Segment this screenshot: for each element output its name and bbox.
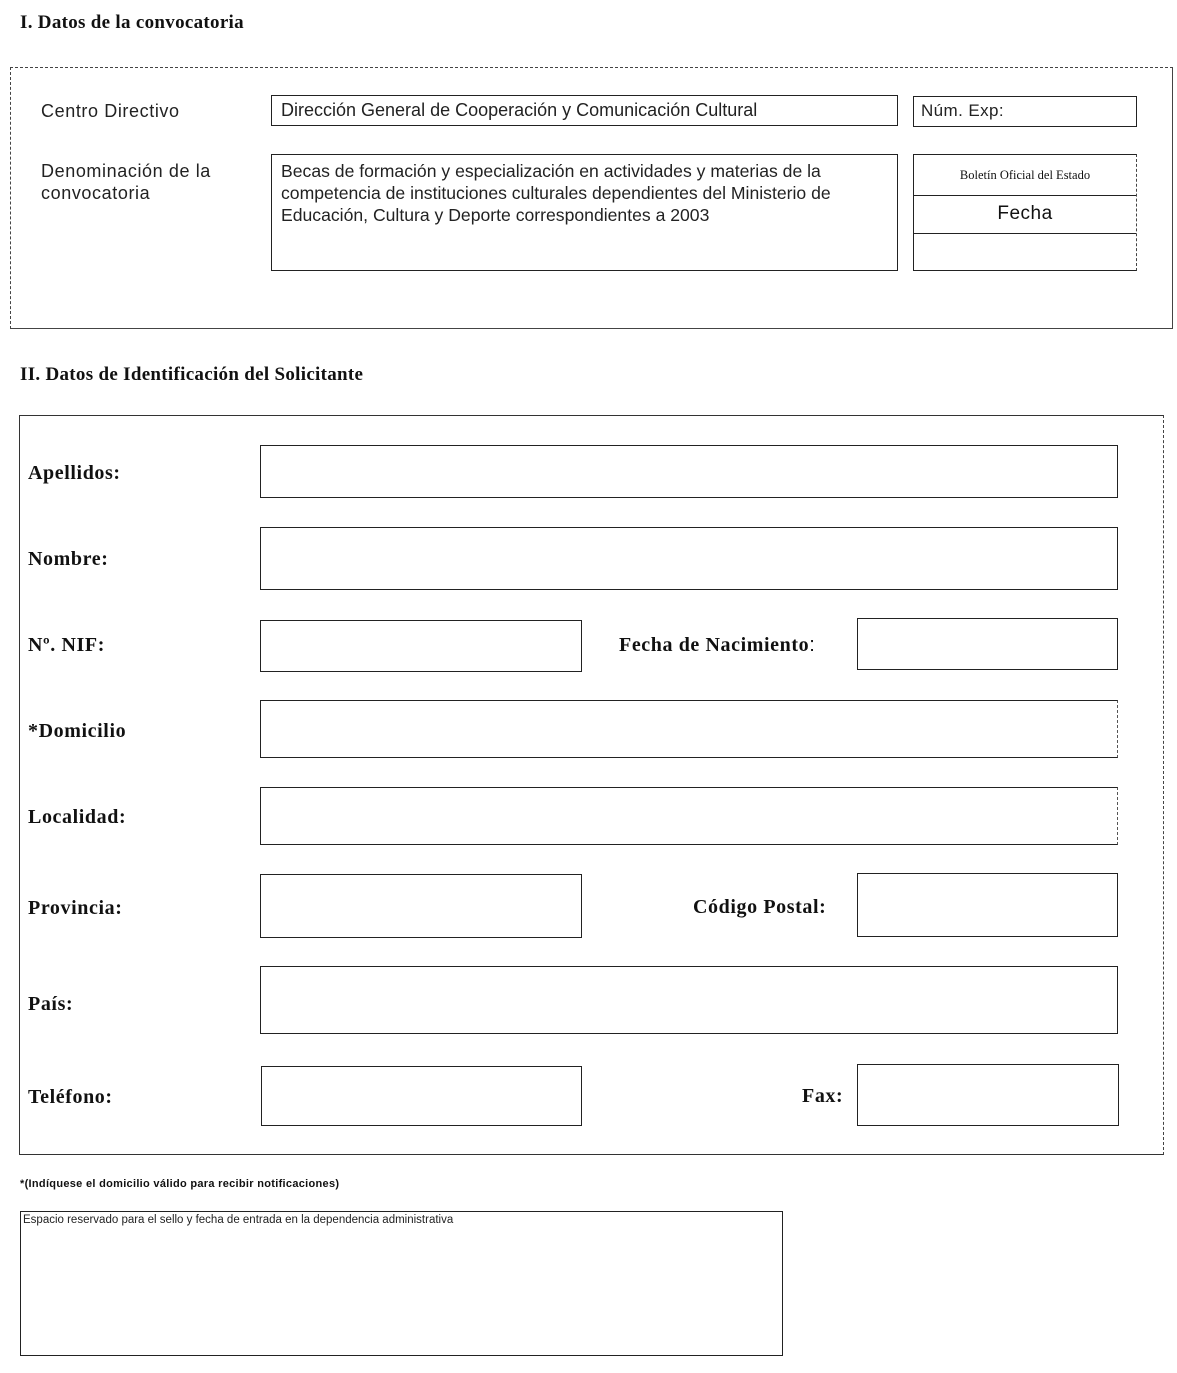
nombre-input[interactable] — [260, 527, 1118, 590]
fecha-value-cell[interactable] — [914, 233, 1136, 271]
domicilio-label: *Domicilio — [28, 720, 127, 742]
denominacion-field — [271, 154, 898, 271]
domicilio-input[interactable] — [260, 700, 1118, 758]
stamp-box-label: Espacio reservado para el sello y fecha de entrada en la dependencia administrativa — [23, 1214, 454, 1226]
nif-label: Nº. NIF: — [28, 634, 105, 656]
pais-label: País: — [28, 993, 74, 1015]
centro-directivo-value: Dirección General de Cooperación y Comunicación Cultural — [281, 100, 758, 120]
codigo-postal-input[interactable] — [857, 873, 1118, 937]
apellidos-label: Apellidos: — [28, 462, 121, 484]
centro-directivo-label: Centro Directivo — [41, 101, 180, 121]
apellidos-input[interactable] — [260, 445, 1118, 498]
nombre-label: Nombre: — [28, 548, 109, 570]
stamp-box — [20, 1211, 783, 1356]
telefono-input[interactable] — [261, 1066, 582, 1126]
boe-header — [914, 155, 1136, 196]
boe-box — [913, 154, 1137, 271]
fax-label: Fax: — [802, 1085, 844, 1107]
denominacion-value: Becas de formación y especialización en actividades y materias de la competencia de instituciones culturales dependientes del Ministerio de Educación, Cultura y Deporte correspondientes a 2003 — [281, 161, 831, 225]
fax-input[interactable] — [857, 1064, 1119, 1126]
fecha-nacimiento-colon: : — [809, 634, 816, 656]
fecha-nacimiento-input[interactable] — [857, 618, 1118, 670]
codigo-postal-label: Código Postal: — [693, 896, 827, 918]
boe-label: Boletín Oficial del Estado — [959, 167, 1091, 182]
nif-input[interactable] — [260, 620, 582, 672]
telefono-label: Teléfono: — [28, 1086, 113, 1108]
denominacion-label: Denominación de la convocatoria — [41, 161, 211, 203]
centro-directivo-field — [271, 95, 898, 126]
provincia-label: Provincia: — [28, 897, 123, 919]
section1-heading: I. Datos de la convocatoria — [20, 12, 244, 33]
provincia-input[interactable] — [260, 874, 582, 938]
section2-heading: II. Datos de Identificación del Solicitante — [20, 364, 364, 385]
fecha-nacimiento-text: Fecha de Nacimiento — [619, 634, 810, 656]
footnote: *(Indíquese el domicilio válido para recibir notificaciones) — [20, 1178, 340, 1190]
num-exp-field[interactable] — [913, 96, 1137, 127]
section2-panel — [19, 415, 1164, 1155]
pais-input[interactable] — [260, 966, 1118, 1034]
num-exp-label: Núm. Exp: — [921, 101, 1004, 120]
fecha-nacimiento-label — [619, 634, 815, 657]
localidad-input[interactable] — [260, 787, 1118, 845]
fecha-header — [914, 195, 1136, 234]
fecha-label: Fecha — [997, 203, 1053, 224]
localidad-label: Localidad: — [28, 806, 127, 828]
